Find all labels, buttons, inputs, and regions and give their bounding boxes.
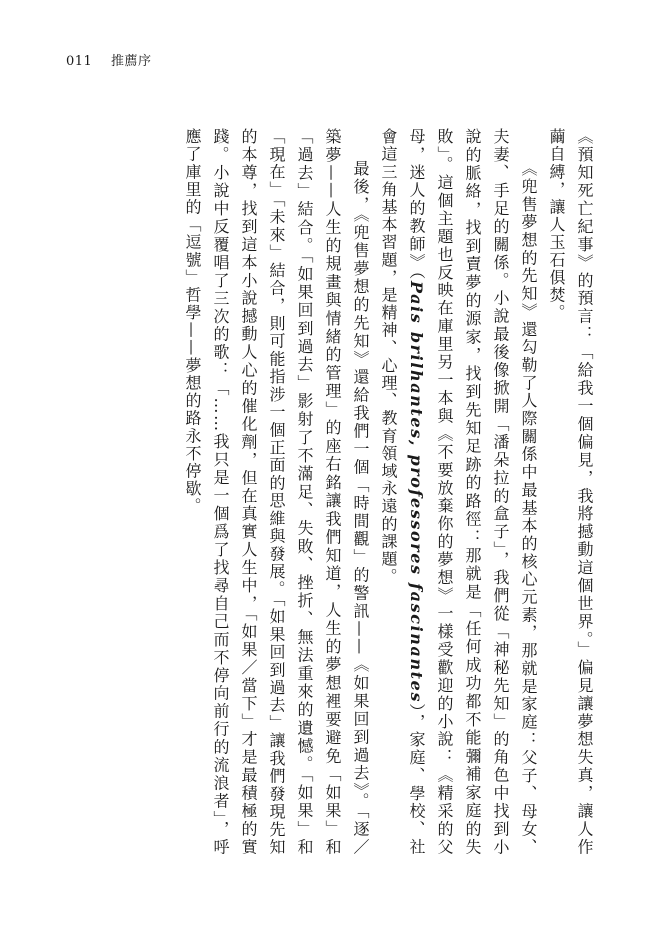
section-title: 推薦序: [110, 54, 152, 69]
page-number: 011: [66, 54, 93, 69]
paragraph-2-latin-title: Pais brilhantes, professores fascinantes: [407, 280, 426, 704]
paragraph-2: [374, 128, 542, 856]
page-header: [66, 50, 151, 69]
paragraph-1: 《預知死亡紀事》的預言：「給我一個偏見，我將撼動這個世界。」偏見讓夢想失真，讓人作繭自縛，讓人玉石俱焚。: [547, 128, 594, 856]
paragraph-3: 最後，《兜售夢想的先知》還給我們一個「時間觀」的警訊——《如果回到過去》。「逐／築夢——人生的規畫與情緒的管理」的座右銘讓我們知道，人生的夢想裡要避免「如果」和「過去」結合。「如果回到過去」影射了不滿足、失敗、挫折、無法重來的遺憾。「如果」和「現在」「未來」結合，則可能指涉一個正面的思維與發展。「如果回到過去」讓我們發現先知的本尊，找到這本小說撼動人心的催化劑，但在真實人生中，「如果／當下」才是最積極的實踐。小說中反覆唱了三次的歌：「……我只是一個爲了找尋自己而不停向前行的流浪者」，呼應了庫里的「逗號」哲學——夢想的路永不停歇。: [183, 128, 370, 856]
paragraph-2-end: ），家庭、學校、社會這三角基本習題，是精神、心理、教育領域永遠的課題。: [379, 128, 426, 857]
paragraph-2-text: 《兜售夢想的先知》還勾勒了人際關係中最基本的核心元素，那就是家庭：父子、母女、夫妻、手足的關係。小說最後像掀開「潘朵拉的盒子」，我們從「神秘先知」的角色中找到小說的脈絡，找到賣夢的源家，找到先知足跡的路徑：那就是「任何成功都不能彌補家庭的失敗」。這個主題也反映在庫里另一本與《不要放棄你的夢想》一樣受歡迎的小說：《精采的父母，迷人的教師》（: [407, 128, 538, 856]
body-text: [158, 128, 598, 856]
